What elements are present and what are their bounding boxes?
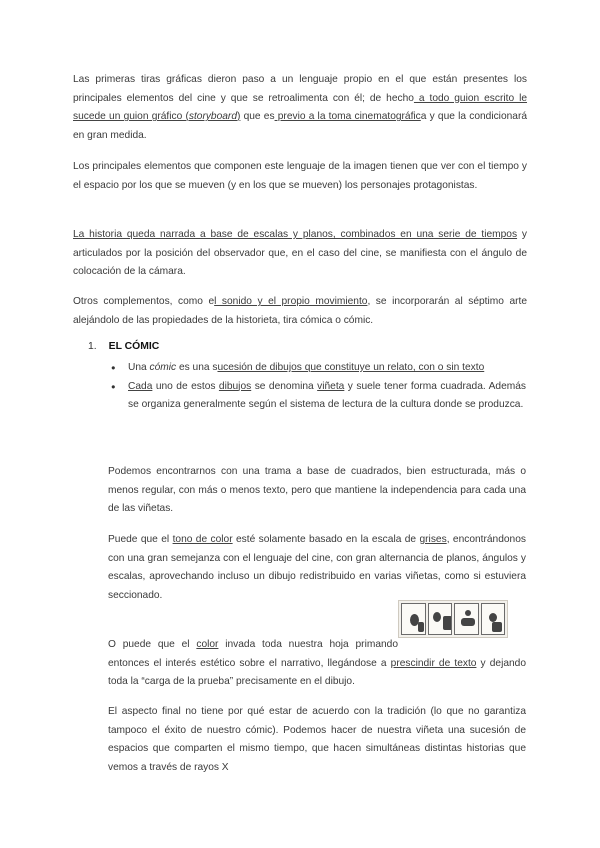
paragraph-elements: Los principales elementos que componen este lenguaje de la imagen tienen que ver con el tiempo y el espacio por los que se mueven (y en los que se mueven) los personajes protagonistas. bbox=[73, 161, 527, 191]
paragraph-complements bbox=[73, 293, 527, 330]
paragraph-aspecto: El aspecto final no tiene por qué estar de acuerdo con la tradición (lo que no garantiza tampoco el éxito de nuestro cómic). Podemos hacer de nuestra viñeta una sucesión de espacios que comparten el mismo tiempo, que hacen simultáneas distintas historias que vemos a través de rayos X bbox=[108, 706, 526, 773]
underlined-text: a todo guion escrito le sucede un guion gráfico (storyboard) bbox=[73, 92, 528, 123]
section-number: 1. bbox=[88, 341, 97, 352]
paragraph-story bbox=[73, 226, 527, 282]
text: que es bbox=[240, 111, 275, 123]
paragraph-trama: Podemos encontrarnos con una trama a base de cuadrados, bien estructurada, más o menos regular, con más o menos texto, pero que mantiene la independencia para cada una de las viñetas. bbox=[108, 466, 526, 515]
text: y articulados por la posición del observador que, en el caso del cine, se manifiesta con el ángulo de colocación de la cámara. bbox=[73, 229, 527, 278]
bullet-list bbox=[128, 359, 526, 415]
section-title: EL CÓMIC bbox=[108, 341, 160, 352]
paragraph-color: O puede que el color invada toda nuestra hoja primando entonces el interés estético sobre el narrativo, llegándose a prescindir de texto y dejando toda la “carga de la prueba” precisamente en el dibujo. bbox=[108, 636, 526, 692]
list-item: ● Una cómic es una sucesión de dibujos que constituye un relato, con o sin texto bbox=[128, 359, 526, 378]
image-wrap-spacer bbox=[398, 636, 526, 654]
text: Otros complementos, como e bbox=[73, 296, 215, 307]
section-heading bbox=[88, 341, 159, 352]
underlined-text: l sonido y el propio movimiento bbox=[214, 296, 368, 307]
comic-panel bbox=[428, 603, 453, 635]
paragraph-tono: Puede que el tono de color esté solamente basado en la escala de grises, encontrándonos con una gran semejanza con el lenguaje del cine, con gran alternancia de planos, ángulos y escalas, aprovechando incluso un dibujo redistribuido en varias viñetas, como si estuviera seccionado. bbox=[108, 534, 526, 601]
paragraph-intro bbox=[73, 71, 527, 145]
underlined-text: previo a la toma cinematográfic bbox=[274, 111, 421, 123]
comic-panel bbox=[481, 603, 506, 635]
comic-panel bbox=[401, 603, 426, 635]
comic-panel bbox=[454, 603, 479, 635]
comic-strip-image bbox=[398, 600, 508, 638]
list-item: ● Cada uno de estos dibujos se denomina viñeta y suele tener forma cuadrada. Además se organiza generalmente según el sistema de lectura de la cultura donde se produzca. bbox=[128, 378, 526, 415]
text: Las primeras tiras gráficas dieron paso a un lenguaje propio en el que están presentes los principales elementos del cine y que se retroalimenta con él; de hecho bbox=[73, 74, 527, 104]
underlined-text: La historia queda narrada a base de escalas y planos, combinados en una serie de tiempos bbox=[73, 229, 518, 240]
text: , se incorporarán al séptimo arte alejándolo de las propiedades de la historieta, tira cómica o cómic. bbox=[73, 296, 527, 326]
text: a y que la condicionará en gran medida. bbox=[73, 111, 528, 141]
